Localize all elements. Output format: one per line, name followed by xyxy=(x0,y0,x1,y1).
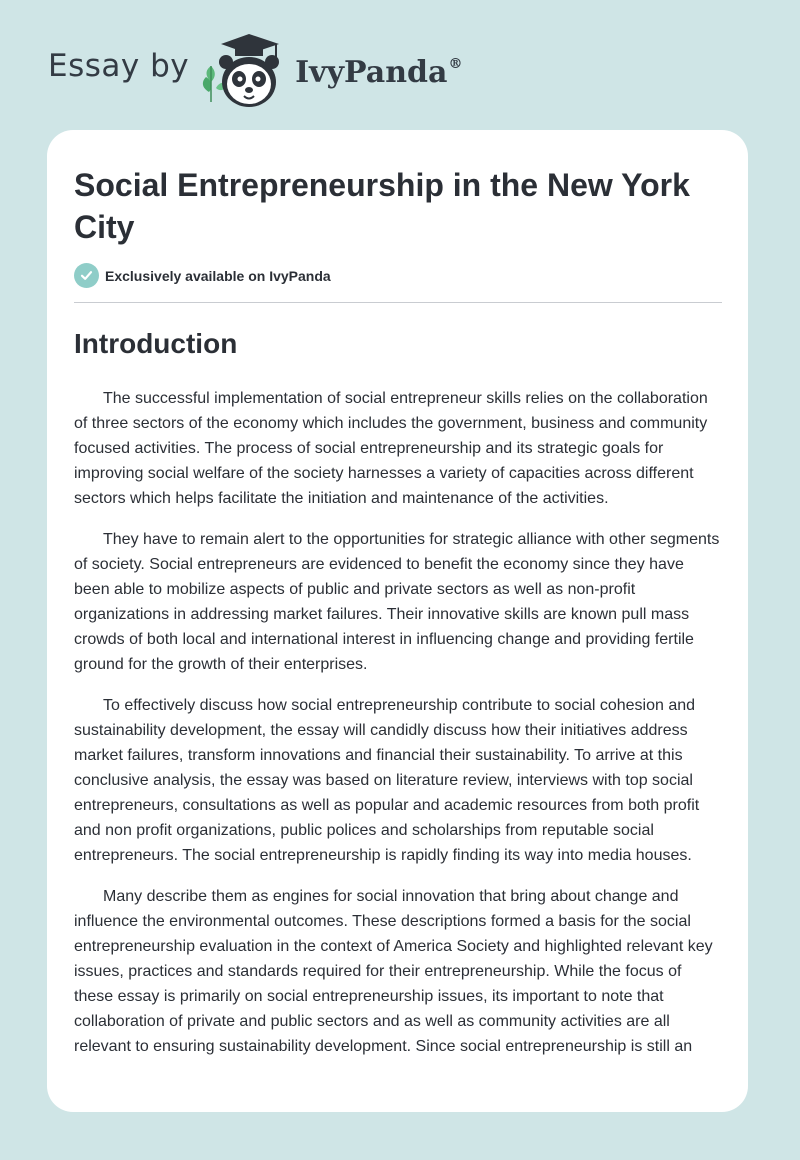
exclusive-badge xyxy=(74,263,331,288)
essay-title: Social Entrepreneurship in the New York City xyxy=(74,167,690,245)
exclusive-badge-label: Exclusively available on IvyPanda xyxy=(105,267,331,284)
paragraph: The successful implementation of social entrepreneur skills relies on the collaboration of three sectors of the economy which includes the government, business and community focused activities. The process of social entrepreneurship and its strategic goals for improving social welfare of the society harnesses a variety of capacities across different sectors which helps facilitate the initiation and maintenance of the activities. xyxy=(74,390,708,507)
brand-text: IvyPanda xyxy=(295,54,448,90)
site-header xyxy=(48,30,462,110)
paragraph: Many describe them as engines for social innovation that bring about change and influence the environmental outcomes. These descriptions formed a basis for the social entrepreneurship evaluation in the context of America Society and highlighted relevant key issues, practices and standards required for their entrepreneurship. While the focus of these essay is primarily on social entrepreneurship issues, its important to note that collaboration of private and public sectors and as well as community activities are all relevant to ensuring sustainability development. Since social entrepreneurship is still an xyxy=(74,888,713,1055)
panda-logo-icon[interactable] xyxy=(197,30,293,110)
essay-card xyxy=(47,130,748,1112)
essay-body xyxy=(74,386,722,1075)
paragraph: To effectively discuss how social entrepreneurship contribute to social cohesion and sustainability development, the essay will candidly discuss how their initiatives address market failures, transform innovations and financial their sustainability. To arrive at this conclusive analysis, the essay was based on literature review, interviews with top social entrepreneurs, consultations as well as popular and academic resources from both profit and non profit organizations, public polices and scholarships from reputable social entrepreneurs. The social entrepreneurship is rapidly finding its way into media houses. xyxy=(74,697,700,864)
section-heading: Introduction xyxy=(74,328,238,359)
essay-by-label: Essay by xyxy=(48,48,190,84)
brand-name[interactable] xyxy=(295,55,462,90)
check-icon xyxy=(74,263,99,288)
paragraph: They have to remain alert to the opportunities for strategic alliance with other segments of society. Social entrepreneurs are evidenced to benefit the economy since they have been able to mobilize aspects of public and private sectors as well as non-profit organizations in addressing market failures. Their innovative skills are known pull mass crowds of both local and international interest in influencing change and providing fertile ground for the growth of their enterprises. xyxy=(74,531,720,673)
divider xyxy=(74,302,722,303)
registered-mark: ® xyxy=(448,55,463,72)
